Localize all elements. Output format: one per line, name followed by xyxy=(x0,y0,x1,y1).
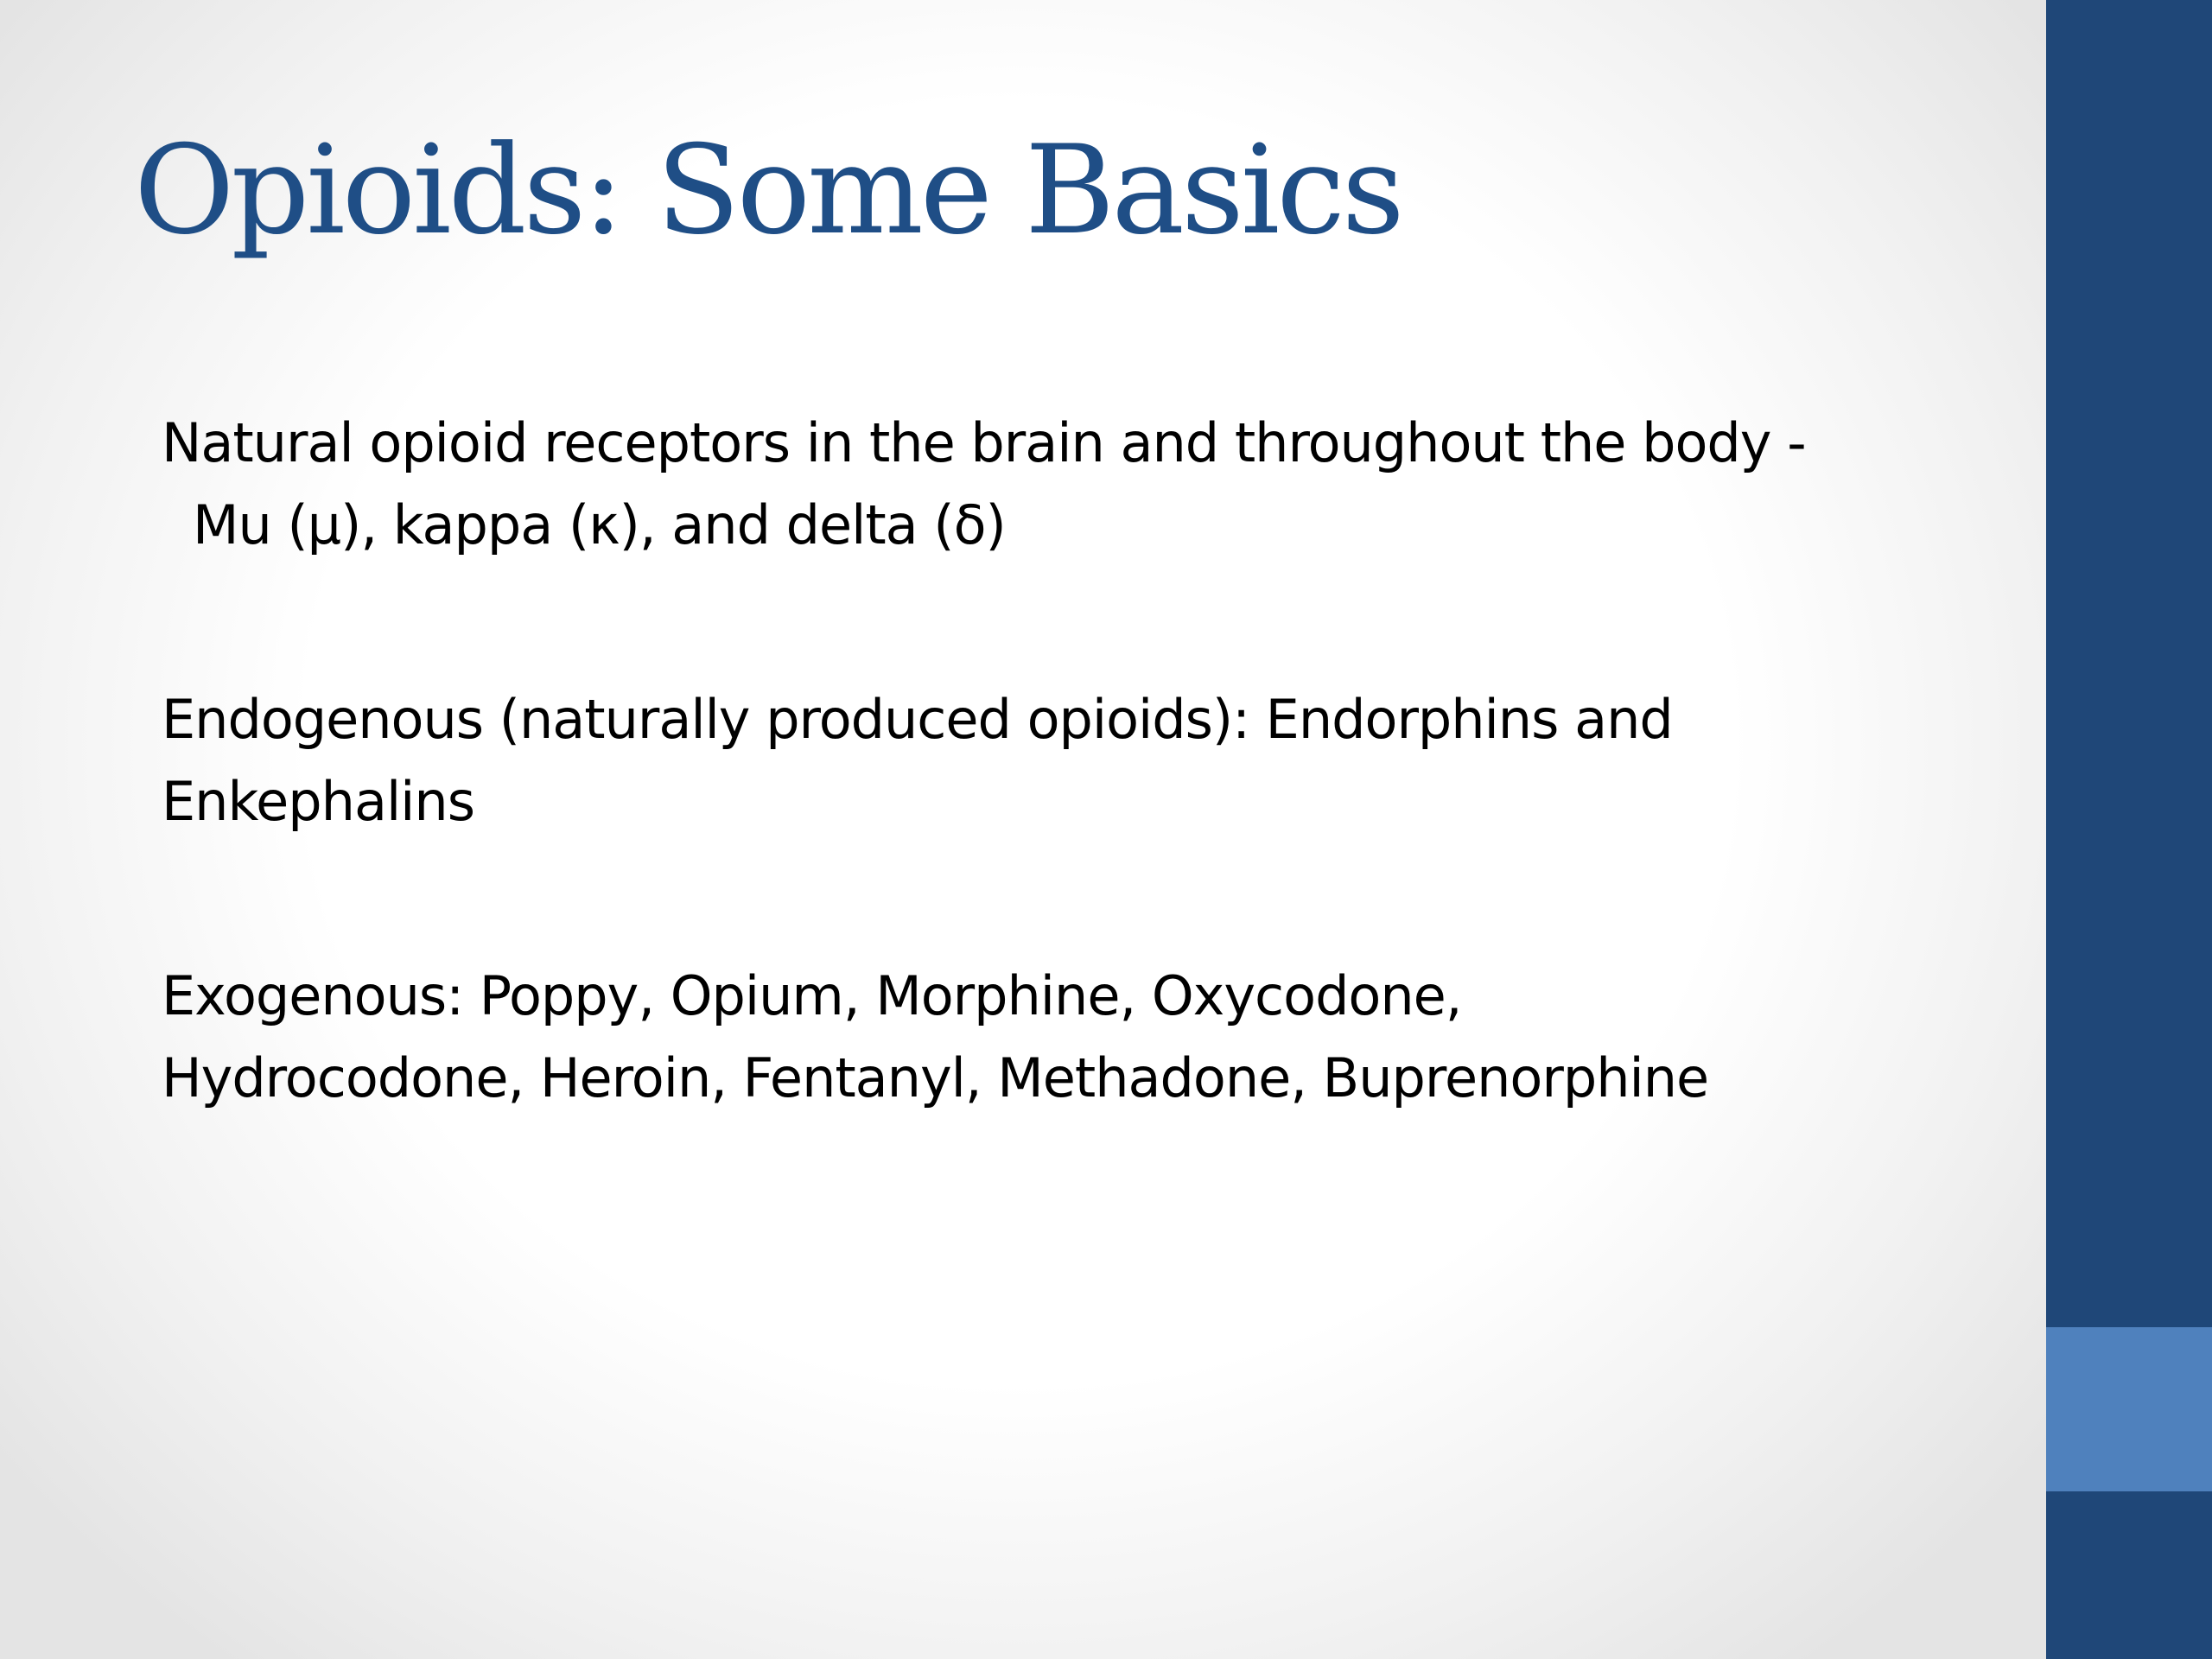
paragraph-line: Mu (μ), kappa (κ), and delta (δ) xyxy=(193,493,1006,556)
slide-title: Opioids: Some Basics xyxy=(134,119,1402,262)
paragraph-receptors xyxy=(162,402,2028,566)
paragraph-line: Hydrocodone, Heroin, Fentanyl, Methadone, Buprenorphine xyxy=(162,1046,1709,1109)
slide-body xyxy=(162,402,2028,1231)
paragraph-line: Enkephalins xyxy=(162,770,474,833)
side-accent-decoration xyxy=(2046,1327,2212,1491)
paragraph-line: Endogenous (naturally produced opioids): Endorphins and xyxy=(162,688,1673,751)
paragraph-exogenous xyxy=(162,955,2028,1119)
paragraph-line: Natural opioid receptors in the brain and throughout the body - xyxy=(162,411,1806,474)
paragraph-endogenous xyxy=(162,678,2028,842)
paragraph-line: Exogenous: Poppy, Opium, Morphine, Oxycodone, xyxy=(162,964,1462,1027)
